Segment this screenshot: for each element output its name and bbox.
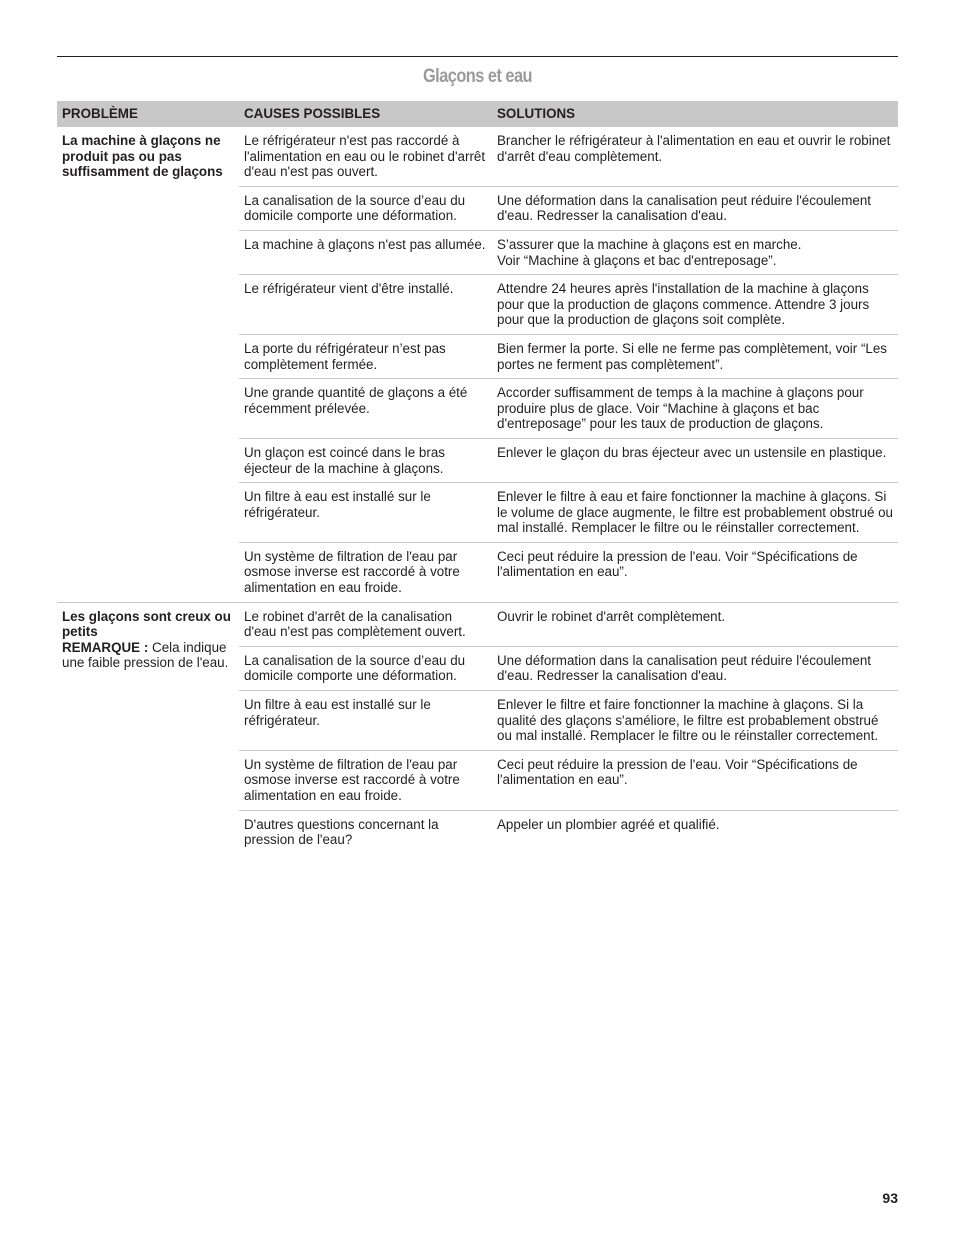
problem-text: Les glaçons sont creux ou petits <box>62 608 231 640</box>
note-label: REMARQUE : <box>62 639 149 655</box>
solution-cell: Une déformation dans la canalisation peut réduire l'écoulement d'eau. Redresser la canalisation d'eau. <box>492 646 898 690</box>
solution-cell: Enlever le filtre et faire fonctionner la machine à glaçons. Si la qualité des glaçons s'améliore, le filtre est probablement obstrué ou mal installé. Remplacer le filtre ou le réinstaller correctement. <box>492 691 898 751</box>
solution-cell: Accorder suffisamment de temps à la machine à glaçons pour produire plus de glace. Voir “Machine à glaçons et bac d'entreposage” pour les taux de production de glaçons. <box>492 379 898 439</box>
page-number: 93 <box>882 1190 898 1206</box>
cause-cell: Un système de filtration de l'eau par osmose inverse est raccordé à votre alimentation en eau froide. <box>239 542 492 602</box>
solution-cell <box>492 230 898 274</box>
header-solutions: SOLUTIONS <box>492 101 898 127</box>
solution-cell: Attendre 24 heures après l'installation de la machine à glaçons pour que la production de glaçons commence. Attendre 3 jours pour que la production de glaçons soit complète. <box>492 275 898 335</box>
section-title: Glaçons et eau <box>422 66 533 87</box>
solution-cell: Appeler un plombier agréé et qualifié. <box>497 816 720 832</box>
note-text: Cela indique une faible pression de l'eau. <box>62 639 229 671</box>
problem-note <box>62 640 228 671</box>
cause-cell: La porte du réfrigérateur n’est pas complètement fermée. <box>239 334 492 378</box>
top-rule <box>57 56 898 57</box>
problem-cell <box>57 602 239 854</box>
table-row <box>57 127 898 186</box>
header-problem: PROBLÈME <box>57 101 239 127</box>
solution-line: S’assurer que la machine à glaçons est en marche. <box>497 236 802 252</box>
cause-cell: Un système de filtration de l'eau par osmose inverse est raccordé à votre alimentation en eau froide. <box>239 750 492 810</box>
solution-cell: Ouvrir le robinet d'arrêt complètement. <box>492 602 898 646</box>
cause-cell: Le réfrigérateur vient d'être installé. <box>239 275 492 335</box>
solution-line: Voir “Machine à glaçons et bac d'entreposage”. <box>497 252 777 268</box>
solution-cell: Ceci peut réduire la pression de l'eau. Voir “Spécifications de l'alimentation en eau”. <box>492 750 898 810</box>
solution-cell: Enlever le glaçon du bras éjecteur avec un ustensile en plastique. <box>492 438 898 482</box>
troubleshooting-table <box>57 101 898 854</box>
solution-cell: Une déformation dans la canalisation peut réduire l'écoulement d'eau. Redresser la canalisation d'eau. <box>492 186 898 230</box>
cause-cell: Le réfrigérateur n'est pas raccordé à l'alimentation en eau ou le robinet d'arrêt d'eau n'est pas ouvert. <box>239 127 492 186</box>
cause-cell: Un filtre à eau est installé sur le réfrigérateur. <box>239 483 492 543</box>
cause-cell: La canalisation de la source d’eau du domicile comporte une déformation. <box>239 186 492 230</box>
solution-cell: Enlever le filtre à eau et faire fonctionner la machine à glaçons. Si le volume de glace augmente, le filtre est probablement obstrué ou mal installé. Remplacer le filtre ou le réinstaller correctement. <box>492 483 898 543</box>
table-row <box>57 602 898 646</box>
header-causes: CAUSES POSSIBLES <box>239 101 492 127</box>
cause-cell: Un filtre à eau est installé sur le réfrigérateur. <box>239 691 492 751</box>
cause-cell: Une grande quantité de glaçons a été récemment prélevée. <box>239 379 492 439</box>
cause-cell: Un glaçon est coincé dans le bras éjecteur de la machine à glaçons. <box>239 438 492 482</box>
table-header-row <box>57 101 898 127</box>
solution-cell: Ceci peut réduire la pression de l'eau. Voir “Spécifications de l'alimentation en eau”. <box>492 542 898 602</box>
problem-cell <box>57 127 239 602</box>
cause-cell: La machine à glaçons n'est pas allumée. <box>239 230 492 274</box>
cause-cell: D'autres questions concernant la pression de l'eau? <box>244 816 439 848</box>
solution-cell: Bien fermer la porte. Si elle ne ferme pas complètement, voir “Les portes ne ferment pas complètement”. <box>492 334 898 378</box>
cause-cell: La canalisation de la source d’eau du domicile comporte une déformation. <box>239 646 492 690</box>
problem-text: La machine à glaçons ne produit pas ou pas suffisamment de glaçons <box>62 133 223 180</box>
solution-cell: Brancher le réfrigérateur à l'alimentation en eau et ouvrir le robinet d'arrêt d'eau complètement. <box>492 127 898 186</box>
cause-cell: Le robinet d'arrêt de la canalisation d'eau n'est pas complètement ouvert. <box>239 602 492 646</box>
